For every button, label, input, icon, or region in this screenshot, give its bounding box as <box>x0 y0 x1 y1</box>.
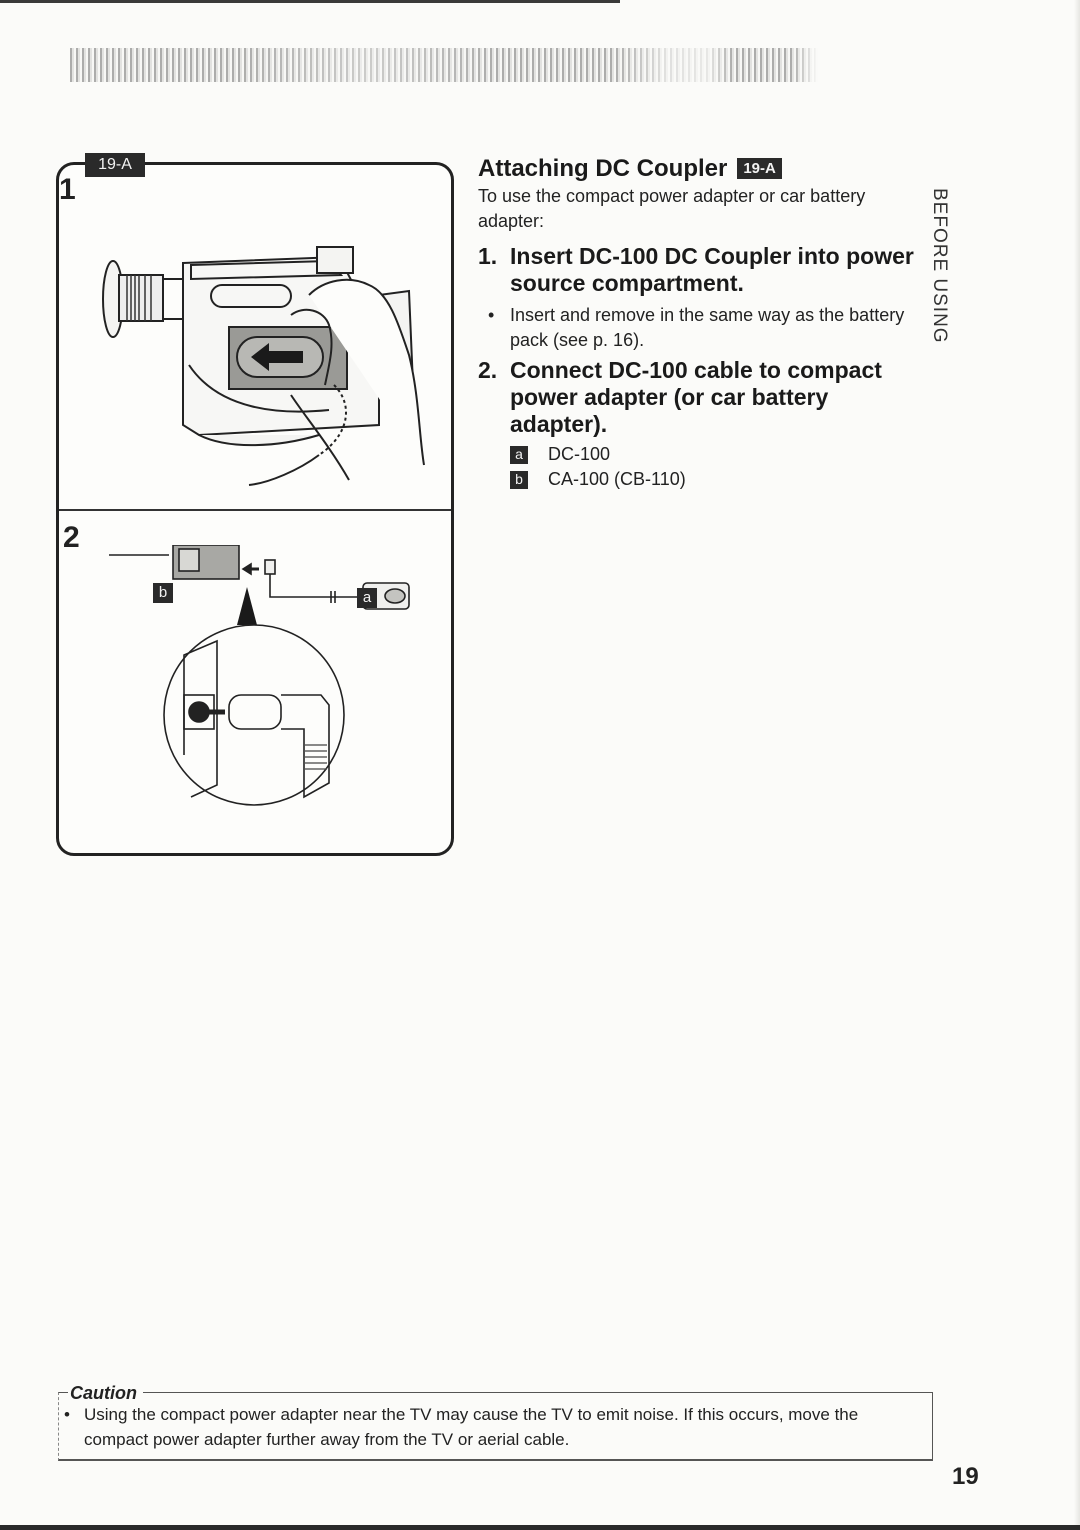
legend-text: DC-100 <box>548 444 611 464</box>
page-number: 19 <box>952 1463 979 1490</box>
caution-title: Caution <box>68 1383 143 1404</box>
chapter-side-tab: BEFORE USING <box>929 188 950 344</box>
figure-reference-tag: 19-A <box>737 158 782 179</box>
label-b-icon: b <box>153 583 173 603</box>
step-2 <box>478 357 918 492</box>
step-heading: Connect DC-100 cable to compact power adapter (or car battery adapter). <box>510 357 882 437</box>
step-number: 1. <box>478 243 498 269</box>
panel-number-1: 1 <box>59 173 76 206</box>
step-number: 2. <box>478 357 498 383</box>
step-bullet <box>488 303 918 353</box>
label-a-icon: a <box>510 446 528 464</box>
intro-text: To use the compact power adapter or car battery adapter: <box>478 186 866 231</box>
figure-tag: 19-A <box>85 153 145 177</box>
legend-list <box>510 442 918 492</box>
caution-body: Using the compact power adapter near the TV may cause the TV to emit noise. If this occurs, move the compact power adapter further away from the TV or aerial cable. <box>84 1405 859 1449</box>
scan-right-edge <box>1074 0 1080 1530</box>
panel-number-2: 2 <box>63 521 80 554</box>
header-texture-band <box>70 48 920 82</box>
step-heading: Insert DC-100 DC Coupler into power source compartment. <box>510 243 914 296</box>
adapter-connection-illustration <box>99 545 429 825</box>
bullet-icon: • <box>64 1405 70 1424</box>
scan-bottom-edge <box>0 1525 1080 1530</box>
scan-top-edge <box>0 0 620 3</box>
label-a-icon: a <box>357 588 377 608</box>
bullet-text: Insert and remove in the same way as the battery pack (see p. 16). <box>510 305 905 350</box>
camcorder-insert-illustration <box>79 235 429 495</box>
label-b-icon: b <box>510 471 528 489</box>
legend-item-b <box>510 467 918 492</box>
panel-divider <box>59 509 451 511</box>
caution-text <box>64 1402 924 1452</box>
figure-19a <box>56 156 454 856</box>
section-title <box>478 155 782 183</box>
bullet-icon: • <box>488 305 495 325</box>
legend-item-a <box>510 442 918 467</box>
legend-text: CA-100 (CB-110) <box>548 469 686 489</box>
step-1 <box>478 243 918 353</box>
section-title-text: Attaching DC Coupler <box>478 155 728 182</box>
